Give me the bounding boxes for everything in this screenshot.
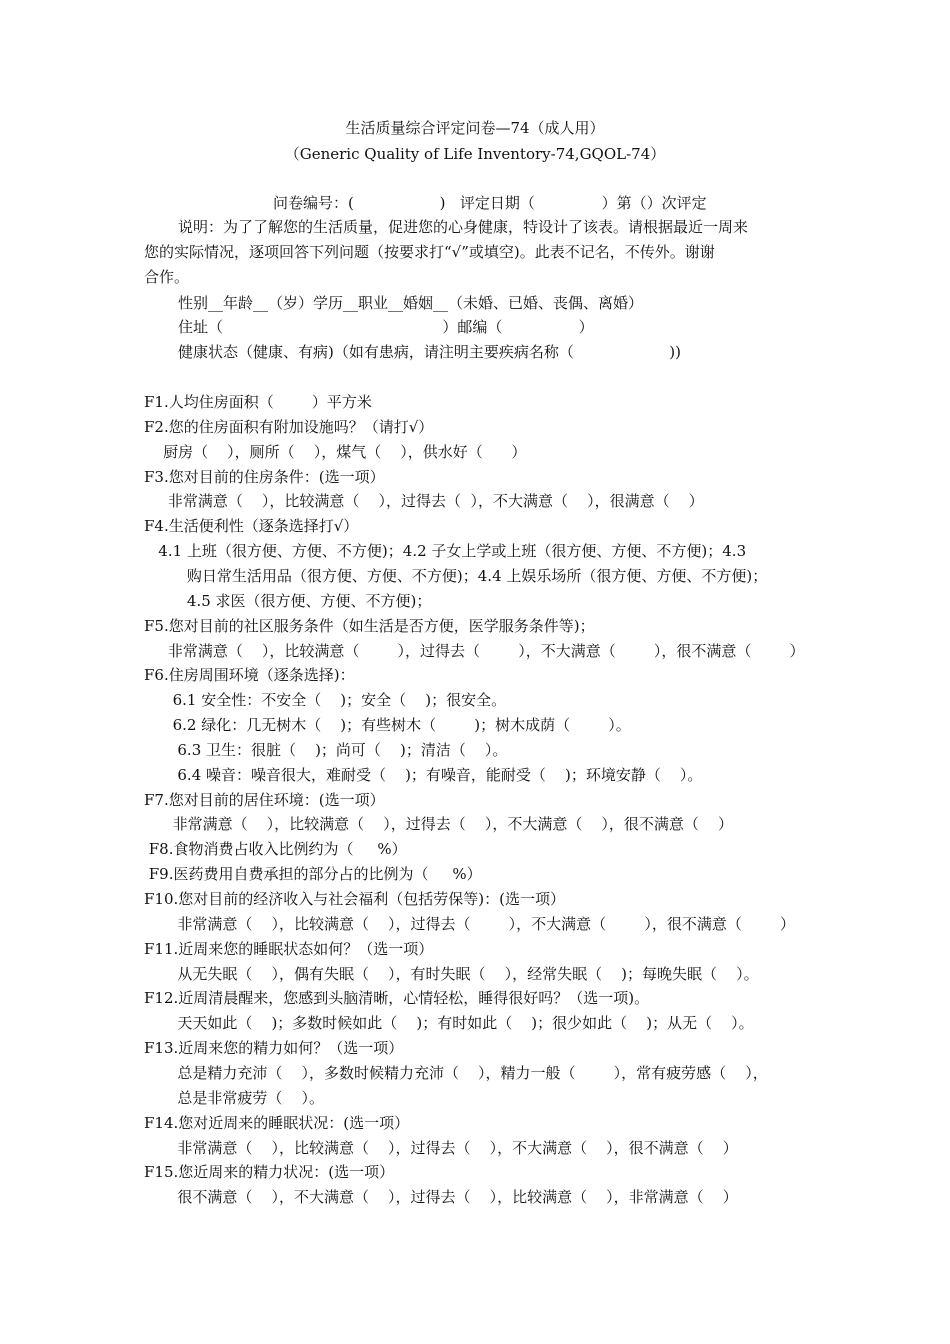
questionnaire-header: 问卷编号：( ) 评定日期（ ）第（）次评定	[273, 194, 707, 212]
question-line: 总是精力充沛（ ），多数时候精力充沛（ ），精力一般（ ），常有疲劳感（ ），	[144, 1064, 768, 1082]
question-line: 6.2 绿化：几无树木（ )；有些树木（ )；树木成荫（ ）。	[144, 716, 631, 734]
question-line: F11.近周来您的睡眠状态如何？（选一项）	[144, 940, 434, 958]
question-line: 6.3 卫生：很脏（ )；尚可（ )；清洁（ ）。	[144, 741, 508, 759]
question-line: F5.您对目前的社区服务条件（如生活是否方便，医学服务条件等)；	[144, 617, 595, 635]
question-line: 非常满意（ ），比较满意（ ），过得去（ ），不大满意（ ），很不满意（ ）	[144, 1139, 738, 1157]
question-line: 6.1 安全性：不安全（ )；安全（ )；很安全。	[144, 691, 507, 709]
question-line: 总是非常疲劳（ ）。	[144, 1089, 324, 1107]
question-line: 6.4 噪音：噪音很大，难耐受（ )；有噪音，能耐受（ )；环境安静（ ）。	[144, 766, 703, 784]
address-line: 住址（ ）邮编（ ）	[178, 318, 594, 336]
intro-line-2: 您的实际情况，逐项回答下列问题（按要求打“√”或填空)。此表不记名，不传外。谢谢	[144, 243, 715, 261]
question-line: F14.您对近周来的睡眠状况：(选一项）	[144, 1114, 410, 1132]
question-line: F3.您对目前的住房条件：(选一项）	[144, 468, 385, 486]
question-line: F1.人均住房面积（ ）平方米	[144, 393, 372, 411]
question-line: 4.1 上班（很方便、方便、不方便)；4.2 子女上学或上班（很方便、方便、不方便)；4.3	[144, 542, 747, 560]
intro-line-3: 合作。	[144, 268, 190, 286]
intro-line-1: 说明：为了了解您的生活质量，促进您的心身健康，特设计了该表。请根据最近一周来	[178, 218, 749, 236]
question-line: 从无失眠（ ），偶有失眠（ ），有时失眠（ ），经常失眠（ )；每晚失眠（ ）。	[144, 965, 759, 983]
question-line: F15.您近周来的精力状况：(选一项）	[144, 1163, 395, 1181]
question-line: 厨房（ ），厕所（ ），煤气（ ），供水好（ ）	[144, 443, 527, 461]
question-line: 非常满意（ ），比较满意（ ），过得去（ ），不大满意（ ），很满意（ ）	[144, 492, 704, 510]
question-line: F13.近周来您的精力如何？（选一项）	[144, 1039, 404, 1057]
personal-info-line: 性别__年龄__（岁）学历__职业__婚姻__（未婚、已婚、丧偶、离婚）	[178, 294, 644, 312]
question-line: F4.生活便利性（逐条选择打√）	[144, 517, 359, 535]
question-line: F2.您的住房面积有附加设施吗？（请打√）	[144, 418, 434, 436]
health-status-line: 健康状态（健康、有病)（如有患病，请注明主要疾病名称（ ))	[178, 343, 681, 361]
question-line: 4.5 求医（很方便、方便、不方便)；	[144, 592, 432, 610]
question-line: F8.食物消费占收入比例约为（ %）	[144, 840, 407, 858]
question-line: 非常满意（ ），比较满意（ ），过得去（ ），不大满意（ ），很不满意（ ）	[144, 815, 733, 833]
question-line: F10.您对目前的经济收入与社会福利（包括劳保等)：(选一项）	[144, 890, 565, 908]
question-line: 购日常生活用品（很方便、方便、不方便)；4.4 上娱乐场所（很方便、方便、不方便)；	[144, 567, 768, 585]
question-line: 很不满意（ ），不大满意（ ），过得去（ ），比较满意（ ），非常满意（ ）	[144, 1188, 738, 1206]
question-line: F6.住房周围环境（逐条选择)：	[144, 666, 355, 684]
question-line: F9.医药费用自费承担的部分占的比例为（ %）	[144, 865, 482, 883]
question-line: F12.近周清晨醒来，您感到头脑清晰，心情轻松，睡得很好吗？（选一项)。	[144, 989, 650, 1007]
question-line: 非常满意（ ），比较满意（ ），过得去（ ），不大满意（ ），很不满意（ ）	[144, 642, 805, 660]
page-title: 生活质量综合评定问卷—74（成人用）	[345, 119, 605, 137]
page-subtitle: （Generic Quality of Life Inventory-74,GQOL-74）	[284, 145, 666, 163]
question-line: F7.您对目前的居住环境：(选一项）	[144, 791, 385, 809]
question-line: 非常满意（ ），比较满意（ ），过得去（ ），不大满意（ ），很不满意（ ）	[144, 915, 795, 933]
question-line: 天天如此（ )；多数时候如此（ )；有时如此（ )；很少如此（ )；从无（ ）。	[144, 1014, 754, 1032]
